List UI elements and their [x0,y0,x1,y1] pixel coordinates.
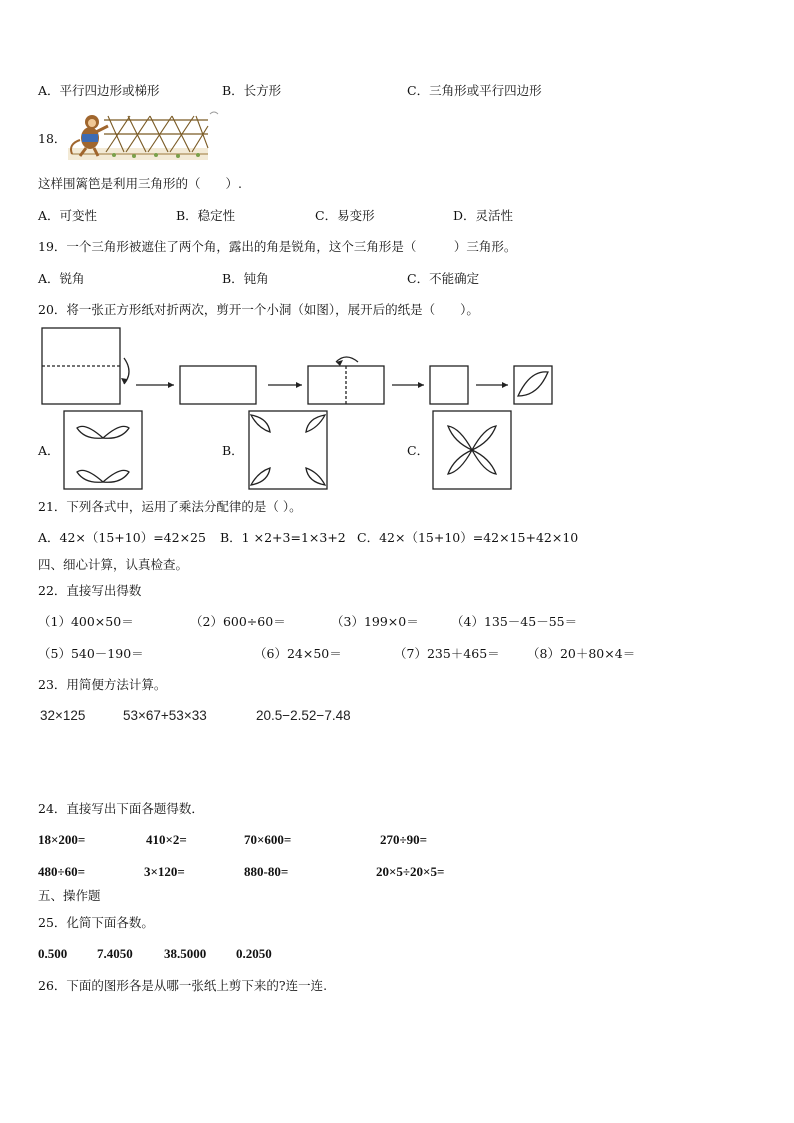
q17-option-a: A．平行四边形或梯形 [38,83,160,98]
q19-option-a: A．锐角 [38,271,85,286]
q22-item-6: （6）24×50＝ [254,646,342,661]
q24-item-7: 880-80= [244,864,289,879]
folding-process-diagram [40,326,560,408]
section-5-heading: 五、操作题 [38,888,101,903]
q20-option-b-label: B． [222,443,244,458]
q18-option-a: A．可变性 [38,208,98,223]
q23-question: 23．用简便方法计算。 [38,677,167,692]
q25-number-3: 38.5000 [164,946,207,961]
q25-number-2: 7.4050 [97,946,133,961]
q25-number-1: 0.500 [38,946,68,961]
q24-item-6: 3×120= [144,864,185,879]
q21-question: 21．下列各式中，运用了乘法分配律的是（ ）。 [38,499,302,514]
q22-item-4: （4）135－45－55＝ [451,614,578,629]
q21-option-a: A．42×（15+10）=42×25 [38,530,206,545]
q17-option-c: C．三角形或平行四边形 [407,83,542,98]
q21-option-b: B．1 ×2+3=1×3+2 [220,530,346,545]
q22-item-1: （1）400×50＝ [38,614,134,629]
q24-item-2: 410×2= [146,832,187,847]
q26-question: 26．下面的图形各是从哪一张纸上剪下来的?连一连. [38,978,328,993]
q25-question: 25．化简下面各数。 [38,915,154,930]
q20-question: 20．将一张正方形纸对折两次，剪开一个小洞（如图），展开后的纸是（ ）。 [38,302,479,317]
q20-option-a-figure [63,410,143,490]
q18-option-b: B．稳定性 [176,208,236,223]
q25-number-4: 0.2050 [236,946,272,961]
q23-expression-3: 20.5−2.52−7.48 [256,708,351,723]
q22-item-7: （7）235＋465＝ [394,646,500,661]
q20-option-c-label: C． [407,443,430,458]
q17-option-b: B．长方形 [222,83,282,98]
q19-question: 19．一个三角形被遮住了两个角，露出的角是锐角，这个三角形是（ ）三角形。 [38,239,517,254]
q24-item-5: 480÷60= [38,864,86,879]
q20-option-b-figure [248,410,328,490]
q22-item-2: （2）600÷60＝ [190,614,286,629]
q24-item-1: 18×200= [38,832,86,847]
q24-item-3: 70×600= [244,832,292,847]
monkey-fence-illustration [68,108,210,164]
section-4-heading: 四、细心计算，认真检查。 [38,557,189,572]
q24-item-8: 20×5÷20×5= [376,864,445,879]
q18-option-c: C．易变形 [315,208,375,223]
q20-option-a-label: A． [38,443,60,458]
q21-option-c: C．42×（15+10）=42×15+42×10 [357,530,579,545]
q19-option-c: C．不能确定 [407,271,480,286]
q23-expression-1: 32×125 [40,708,86,723]
q20-option-c-figure [432,410,512,490]
q18-question: 这样围篱笆是利用三角形的（ ）. [38,176,242,191]
q24-question: 24．直接写出下面各题得数． [38,801,204,816]
q22-question: 22．直接写出得数 [38,583,142,598]
q22-item-3: （3）199×0＝ [331,614,419,629]
q18-number: 18． [38,131,67,146]
q19-option-b: B．钝角 [222,271,269,286]
q22-item-5: （5）540－190＝ [38,646,144,661]
q23-expression-2: 53×67+53×33 [123,708,207,723]
q18-option-d: D．灵活性 [453,208,514,223]
q24-item-4: 270÷90= [380,832,428,847]
q22-item-8: （8）20＋80×4＝ [527,646,636,661]
